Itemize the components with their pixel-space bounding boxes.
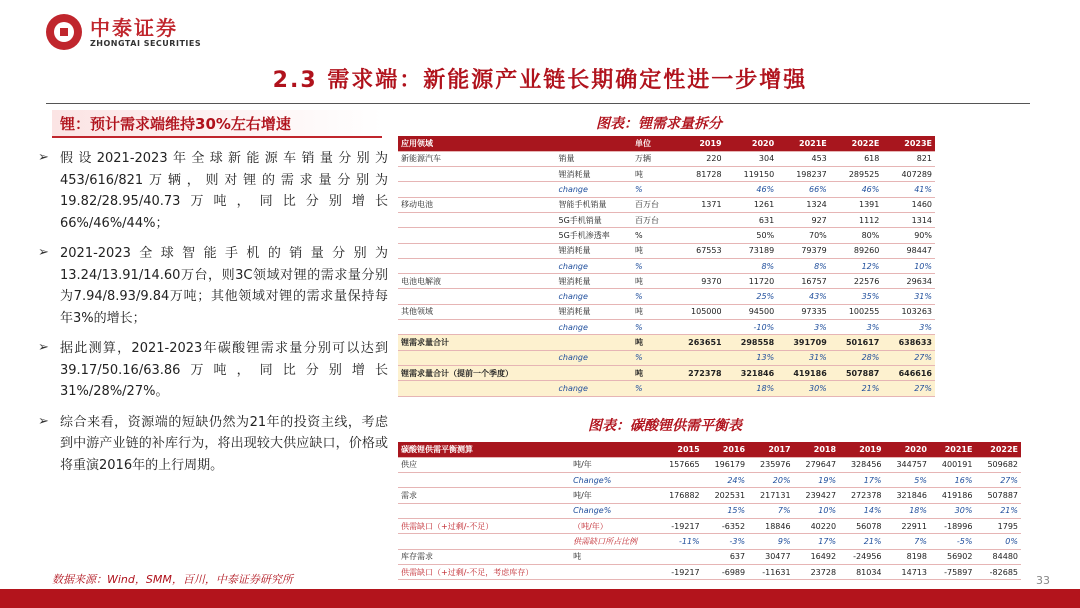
table-row bbox=[398, 182, 935, 197]
table-cell: 31% bbox=[777, 350, 830, 365]
table-cell: 1261 bbox=[725, 197, 778, 212]
table-cell: 509682 bbox=[975, 457, 1021, 472]
table-cell: 35% bbox=[830, 289, 883, 304]
arrow-bullet-icon: ➢ bbox=[38, 340, 49, 355]
table-cell: -6352 bbox=[703, 518, 748, 533]
table-cell: 298558 bbox=[725, 335, 778, 350]
bullet-text: 假设2021-2023年全球新能源车销量分别为453/616/821万辆，则对锂的需求量分别为19.82/28.95/40.73万吨，同比分别增长66%/46%/44%； bbox=[60, 151, 388, 231]
table-cell: 锂消耗量 bbox=[555, 274, 631, 289]
table-cell: 22911 bbox=[885, 518, 930, 533]
bullet-list bbox=[38, 148, 388, 485]
table-cell: 21% bbox=[975, 503, 1021, 518]
table-row bbox=[398, 335, 935, 350]
table-cell: 196179 bbox=[703, 457, 748, 472]
table-cell bbox=[398, 320, 555, 335]
table-cell: 453 bbox=[777, 151, 830, 166]
table-cell bbox=[657, 473, 702, 488]
table-cell: 移动电池 bbox=[398, 197, 555, 212]
table-cell: 3% bbox=[882, 320, 935, 335]
table-cell: 吨 bbox=[632, 167, 672, 182]
table-cell: 501617 bbox=[830, 335, 883, 350]
table-row bbox=[398, 473, 1021, 488]
table-cell: 646616 bbox=[882, 365, 935, 380]
table-cell: 27% bbox=[975, 473, 1021, 488]
table-cell bbox=[657, 549, 702, 564]
arrow-bullet-icon: ➢ bbox=[38, 413, 49, 429]
table-cell bbox=[672, 320, 725, 335]
table-cell: -10% bbox=[725, 320, 778, 335]
table-cell: 220 bbox=[672, 151, 725, 166]
table-header-cell: 2020 bbox=[885, 442, 930, 457]
table-cell: 31% bbox=[882, 289, 935, 304]
table-header-cell: 碳酸锂供需平衡测算 bbox=[398, 442, 570, 457]
table-cell: 391709 bbox=[777, 335, 830, 350]
table-cell bbox=[398, 243, 555, 258]
table-cell: 锂消耗量 bbox=[555, 167, 631, 182]
table-row bbox=[398, 320, 935, 335]
table-row bbox=[398, 503, 1021, 518]
table-cell: 销量 bbox=[555, 151, 631, 166]
table-cell: 百万台 bbox=[632, 197, 672, 212]
table-header-cell: 2020 bbox=[725, 136, 778, 151]
table-cell: 79379 bbox=[777, 243, 830, 258]
table-cell: 16% bbox=[930, 473, 975, 488]
table-cell: -6989 bbox=[703, 564, 748, 579]
table-cell: 407289 bbox=[882, 167, 935, 182]
table-cell: -19217 bbox=[657, 564, 702, 579]
table-cell: 9% bbox=[748, 534, 793, 549]
table-cell bbox=[570, 564, 657, 579]
table-cell: 30477 bbox=[748, 549, 793, 564]
table-cell: 328456 bbox=[839, 457, 884, 472]
table-cell: 14713 bbox=[885, 564, 930, 579]
table-cell: 10% bbox=[794, 503, 839, 518]
table-header-cell: 2023E bbox=[882, 136, 935, 151]
table-cell: 电池电解液 bbox=[398, 274, 555, 289]
table-cell: 40220 bbox=[794, 518, 839, 533]
table-cell: 17% bbox=[794, 534, 839, 549]
table-cell: 吨 bbox=[632, 304, 672, 319]
table-cell: -5% bbox=[930, 534, 975, 549]
table-cell: change bbox=[555, 258, 631, 273]
section-subheading: 锂：预计需求端维持30%左右增速 bbox=[52, 110, 382, 138]
table-cell: 507887 bbox=[975, 488, 1021, 503]
table-header-cell: 2018 bbox=[794, 442, 839, 457]
table-cell: 100255 bbox=[830, 304, 883, 319]
table-cell: -75897 bbox=[930, 564, 975, 579]
table-cell: 15% bbox=[703, 503, 748, 518]
table-cell: 库存需求 bbox=[398, 549, 570, 564]
table-cell: 锂需求量合计 bbox=[398, 335, 555, 350]
bullet-text: 2021-2023全球智能手机的销量分别为13.24/13.91/14.60万台，则3C领域对锂的需求量分别为7.94/8.93/9.84万吨；其他领域对锂的需求量保持每年3%的增长； bbox=[60, 246, 388, 326]
table-cell: 16492 bbox=[794, 549, 839, 564]
table-cell: 吨/年 bbox=[570, 457, 657, 472]
table-cell: 16757 bbox=[777, 274, 830, 289]
table-cell: 5% bbox=[885, 473, 930, 488]
table-header-cell bbox=[570, 442, 657, 457]
table-cell: 638633 bbox=[882, 335, 935, 350]
table-cell: -24956 bbox=[839, 549, 884, 564]
table-header-cell: 2019 bbox=[839, 442, 884, 457]
table-cell: 289525 bbox=[830, 167, 883, 182]
table-cell: 30% bbox=[777, 381, 830, 396]
table-cell: 5G手机渗透率 bbox=[555, 228, 631, 243]
table-cell: 需求 bbox=[398, 488, 570, 503]
table-cell: 157665 bbox=[657, 457, 702, 472]
table-cell: 8198 bbox=[885, 549, 930, 564]
table-row bbox=[398, 289, 935, 304]
table-cell: % bbox=[632, 381, 672, 396]
table-header-cell: 2021E bbox=[777, 136, 830, 151]
table-cell: 66% bbox=[777, 182, 830, 197]
table-cell: 锂消耗量 bbox=[555, 243, 631, 258]
slide-title: 2.3 需求端：新能源产业链长期确定性进一步增强 bbox=[272, 68, 808, 93]
table-cell: 27% bbox=[882, 381, 935, 396]
table-cell: 24% bbox=[703, 473, 748, 488]
table-header-cell: 2022E bbox=[830, 136, 883, 151]
table-cell: 8% bbox=[777, 258, 830, 273]
table-row bbox=[398, 274, 935, 289]
table-cell: 46% bbox=[725, 182, 778, 197]
table-cell bbox=[398, 503, 570, 518]
logo-name-en: ZHONGTAI SECURITIES bbox=[90, 38, 202, 48]
table-cell: 25% bbox=[725, 289, 778, 304]
table-cell: 103263 bbox=[882, 304, 935, 319]
table-header-row bbox=[398, 442, 1021, 457]
table-cell: 304 bbox=[725, 151, 778, 166]
table-cell: 11720 bbox=[725, 274, 778, 289]
table-row bbox=[398, 197, 935, 212]
table-cell: 13% bbox=[725, 350, 778, 365]
table-row bbox=[398, 365, 935, 380]
table-cell: 239427 bbox=[794, 488, 839, 503]
table-cell: 29634 bbox=[882, 274, 935, 289]
table-cell: 321846 bbox=[725, 365, 778, 380]
table-cell: 198237 bbox=[777, 167, 830, 182]
table1-title: 图表：锂需求量拆分 bbox=[596, 116, 722, 132]
table-cell: 84480 bbox=[975, 549, 1021, 564]
table-cell: Change% bbox=[570, 473, 657, 488]
bullet-text: 据此测算，2021-2023年碳酸锂需求量分别可以达到39.17/50.16/63.86万吨，同比分别增长31%/28%/27%。 bbox=[60, 341, 388, 399]
lithium-carbonate-balance-table bbox=[398, 442, 1021, 580]
table-row bbox=[398, 549, 1021, 564]
table2-title: 图表：碳酸锂供需平衡表 bbox=[588, 418, 742, 434]
table-cell bbox=[555, 365, 631, 380]
table-cell: 419186 bbox=[777, 365, 830, 380]
table-row bbox=[398, 350, 935, 365]
table-row bbox=[398, 304, 935, 319]
table-cell: 18% bbox=[725, 381, 778, 396]
table-cell: 智能手机销量 bbox=[555, 197, 631, 212]
table-cell: 1460 bbox=[882, 197, 935, 212]
table-cell bbox=[398, 167, 555, 182]
table-cell: 400191 bbox=[930, 457, 975, 472]
bullet-item bbox=[38, 148, 388, 234]
table-cell: （吨/年） bbox=[570, 518, 657, 533]
table-cell bbox=[398, 534, 570, 549]
table-row bbox=[398, 381, 935, 396]
table-cell: 5G手机销量 bbox=[555, 212, 631, 227]
table-cell: 17% bbox=[839, 473, 884, 488]
table-row bbox=[398, 488, 1021, 503]
table-cell: 21% bbox=[830, 381, 883, 396]
table-cell: 21% bbox=[839, 534, 884, 549]
table-cell: 272378 bbox=[839, 488, 884, 503]
table-header-cell: 2021E bbox=[930, 442, 975, 457]
table-cell: change bbox=[555, 182, 631, 197]
table-row bbox=[398, 167, 935, 182]
table-row bbox=[398, 228, 935, 243]
bullet-item bbox=[38, 338, 388, 403]
table-cell: 81728 bbox=[672, 167, 725, 182]
table-cell: 1314 bbox=[882, 212, 935, 227]
table-cell bbox=[398, 212, 555, 227]
table-cell: 18% bbox=[885, 503, 930, 518]
table-cell: 56902 bbox=[930, 549, 975, 564]
table-header-cell: 2016 bbox=[703, 442, 748, 457]
table-cell bbox=[672, 182, 725, 197]
table-cell: 12% bbox=[830, 258, 883, 273]
table-cell: 80% bbox=[830, 228, 883, 243]
table-cell: 锂需求量合计（提前一个季度） bbox=[398, 365, 555, 380]
table-cell: 10% bbox=[882, 258, 935, 273]
table-cell bbox=[398, 228, 555, 243]
table-cell: 821 bbox=[882, 151, 935, 166]
table-cell: % bbox=[632, 182, 672, 197]
table-cell: 3% bbox=[830, 320, 883, 335]
table-cell bbox=[672, 381, 725, 396]
arrow-bullet-icon: ➢ bbox=[38, 150, 49, 165]
table-cell: 235976 bbox=[748, 457, 793, 472]
table-cell: 23728 bbox=[794, 564, 839, 579]
table-cell: -11% bbox=[657, 534, 702, 549]
logo-name-cn: 中泰证券 bbox=[90, 15, 178, 40]
table-cell: 176882 bbox=[657, 488, 702, 503]
table-cell: 70% bbox=[777, 228, 830, 243]
table-cell: 81034 bbox=[839, 564, 884, 579]
table-cell: -82685 bbox=[975, 564, 1021, 579]
table-header-cell: 2015 bbox=[657, 442, 702, 457]
table-cell: 279647 bbox=[794, 457, 839, 472]
table-cell: -18996 bbox=[930, 518, 975, 533]
logo-mark-icon bbox=[46, 14, 82, 50]
table-cell bbox=[672, 212, 725, 227]
table-cell: 百万台 bbox=[632, 212, 672, 227]
table-row bbox=[398, 564, 1021, 579]
table-row bbox=[398, 457, 1021, 472]
table-cell: 90% bbox=[882, 228, 935, 243]
table-cell: Change% bbox=[570, 503, 657, 518]
table-cell: 419186 bbox=[930, 488, 975, 503]
bullet-item bbox=[38, 243, 388, 329]
table-cell: 94500 bbox=[725, 304, 778, 319]
table-cell: 供需缺口（+过剩/-不足，考虑库存） bbox=[398, 564, 570, 579]
table-cell: 1112 bbox=[830, 212, 883, 227]
table-cell: 27% bbox=[882, 350, 935, 365]
table-cell: 18846 bbox=[748, 518, 793, 533]
table-cell: 吨/年 bbox=[570, 488, 657, 503]
bullet-item bbox=[38, 412, 388, 477]
table-cell: 98447 bbox=[882, 243, 935, 258]
table-cell: 43% bbox=[777, 289, 830, 304]
table-cell: 1371 bbox=[672, 197, 725, 212]
table-cell: % bbox=[632, 320, 672, 335]
table-row bbox=[398, 534, 1021, 549]
bullet-text: 综合来看，资源端的短缺仍然为21年的投资主线，考虑到中游产业链的补库行为，将出现较大供应缺口，价格或将重演2016年的上行周期。 bbox=[60, 414, 388, 473]
title-divider bbox=[46, 103, 1030, 104]
table-cell: % bbox=[632, 228, 672, 243]
table-cell bbox=[657, 503, 702, 518]
arrow-bullet-icon: ➢ bbox=[38, 245, 49, 260]
table-cell bbox=[672, 289, 725, 304]
table-cell: 507887 bbox=[830, 365, 883, 380]
table-header-cell bbox=[555, 136, 631, 151]
table-row bbox=[398, 151, 935, 166]
table-cell bbox=[555, 335, 631, 350]
table-cell: 28% bbox=[830, 350, 883, 365]
table-header-cell: 2017 bbox=[748, 442, 793, 457]
table-cell: 217131 bbox=[748, 488, 793, 503]
table-cell: 46% bbox=[830, 182, 883, 197]
table-cell bbox=[672, 228, 725, 243]
table-cell: 41% bbox=[882, 182, 935, 197]
table-cell: 7% bbox=[885, 534, 930, 549]
table-cell: -19217 bbox=[657, 518, 702, 533]
table-cell: 631 bbox=[725, 212, 778, 227]
table-cell: 618 bbox=[830, 151, 883, 166]
table-cell: change bbox=[555, 350, 631, 365]
table-row bbox=[398, 243, 935, 258]
table-cell: 供需缺口所占比例 bbox=[570, 534, 657, 549]
table-cell: 锂消耗量 bbox=[555, 304, 631, 319]
table-header-cell: 单位 bbox=[632, 136, 672, 151]
table-cell: change bbox=[555, 381, 631, 396]
table-cell: 3% bbox=[777, 320, 830, 335]
table-header-cell: 应用领域 bbox=[398, 136, 555, 151]
table-cell: 8% bbox=[725, 258, 778, 273]
table-cell: 637 bbox=[703, 549, 748, 564]
table-cell: 吨 bbox=[632, 243, 672, 258]
table-cell: 供应 bbox=[398, 457, 570, 472]
table-cell: 89260 bbox=[830, 243, 883, 258]
table-cell: 9370 bbox=[672, 274, 725, 289]
table-cell: 321846 bbox=[885, 488, 930, 503]
table-cell: 73189 bbox=[725, 243, 778, 258]
table-cell bbox=[398, 289, 555, 304]
table-cell bbox=[398, 258, 555, 273]
table-cell: 19% bbox=[794, 473, 839, 488]
table-cell: % bbox=[632, 350, 672, 365]
table-cell: 56078 bbox=[839, 518, 884, 533]
table-cell: 344757 bbox=[885, 457, 930, 472]
table-cell: % bbox=[632, 258, 672, 273]
table-cell: 其他领域 bbox=[398, 304, 555, 319]
table-cell: 14% bbox=[839, 503, 884, 518]
page-number: 33 bbox=[1036, 574, 1050, 587]
table-cell bbox=[672, 350, 725, 365]
table-cell: 1324 bbox=[777, 197, 830, 212]
table-header-row bbox=[398, 136, 935, 151]
table-cell: 吨 bbox=[632, 335, 672, 350]
table-cell bbox=[398, 182, 555, 197]
table-cell: 263651 bbox=[672, 335, 725, 350]
company-logo bbox=[46, 14, 201, 50]
table-cell: 供需缺口（+过剩/-不足） bbox=[398, 518, 570, 533]
table-cell: 20% bbox=[748, 473, 793, 488]
table-cell: % bbox=[632, 289, 672, 304]
table-cell: 272378 bbox=[672, 365, 725, 380]
table-cell: 22576 bbox=[830, 274, 883, 289]
lithium-demand-table bbox=[398, 136, 935, 397]
table-cell: 万辆 bbox=[632, 151, 672, 166]
table-cell: 67553 bbox=[672, 243, 725, 258]
data-source-note: 数据来源：Wind，SMM，百川，中泰证券研究所 bbox=[52, 573, 293, 586]
table-cell: 97335 bbox=[777, 304, 830, 319]
table-header-cell: 2019 bbox=[672, 136, 725, 151]
table-cell: -11631 bbox=[748, 564, 793, 579]
table-header-cell: 2022E bbox=[975, 442, 1021, 457]
table-cell: 1795 bbox=[975, 518, 1021, 533]
table-cell bbox=[398, 350, 555, 365]
table-cell bbox=[398, 381, 555, 396]
footer-bar bbox=[0, 589, 1080, 608]
table-cell: 吨 bbox=[570, 549, 657, 564]
table-cell: 30% bbox=[930, 503, 975, 518]
table-cell: change bbox=[555, 320, 631, 335]
table-row bbox=[398, 258, 935, 273]
table-cell bbox=[398, 473, 570, 488]
table-cell: 50% bbox=[725, 228, 778, 243]
table-cell: 1391 bbox=[830, 197, 883, 212]
table-cell: -3% bbox=[703, 534, 748, 549]
table-row bbox=[398, 212, 935, 227]
table-row bbox=[398, 518, 1021, 533]
table-cell: 新能源汽车 bbox=[398, 151, 555, 166]
table-cell bbox=[672, 258, 725, 273]
table-cell: 吨 bbox=[632, 274, 672, 289]
table-cell: 119150 bbox=[725, 167, 778, 182]
table-cell: change bbox=[555, 289, 631, 304]
table-cell: 202531 bbox=[703, 488, 748, 503]
table-cell: 7% bbox=[748, 503, 793, 518]
table-cell: 927 bbox=[777, 212, 830, 227]
table-cell: 105000 bbox=[672, 304, 725, 319]
table-cell: 0% bbox=[975, 534, 1021, 549]
table-cell: 吨 bbox=[632, 365, 672, 380]
